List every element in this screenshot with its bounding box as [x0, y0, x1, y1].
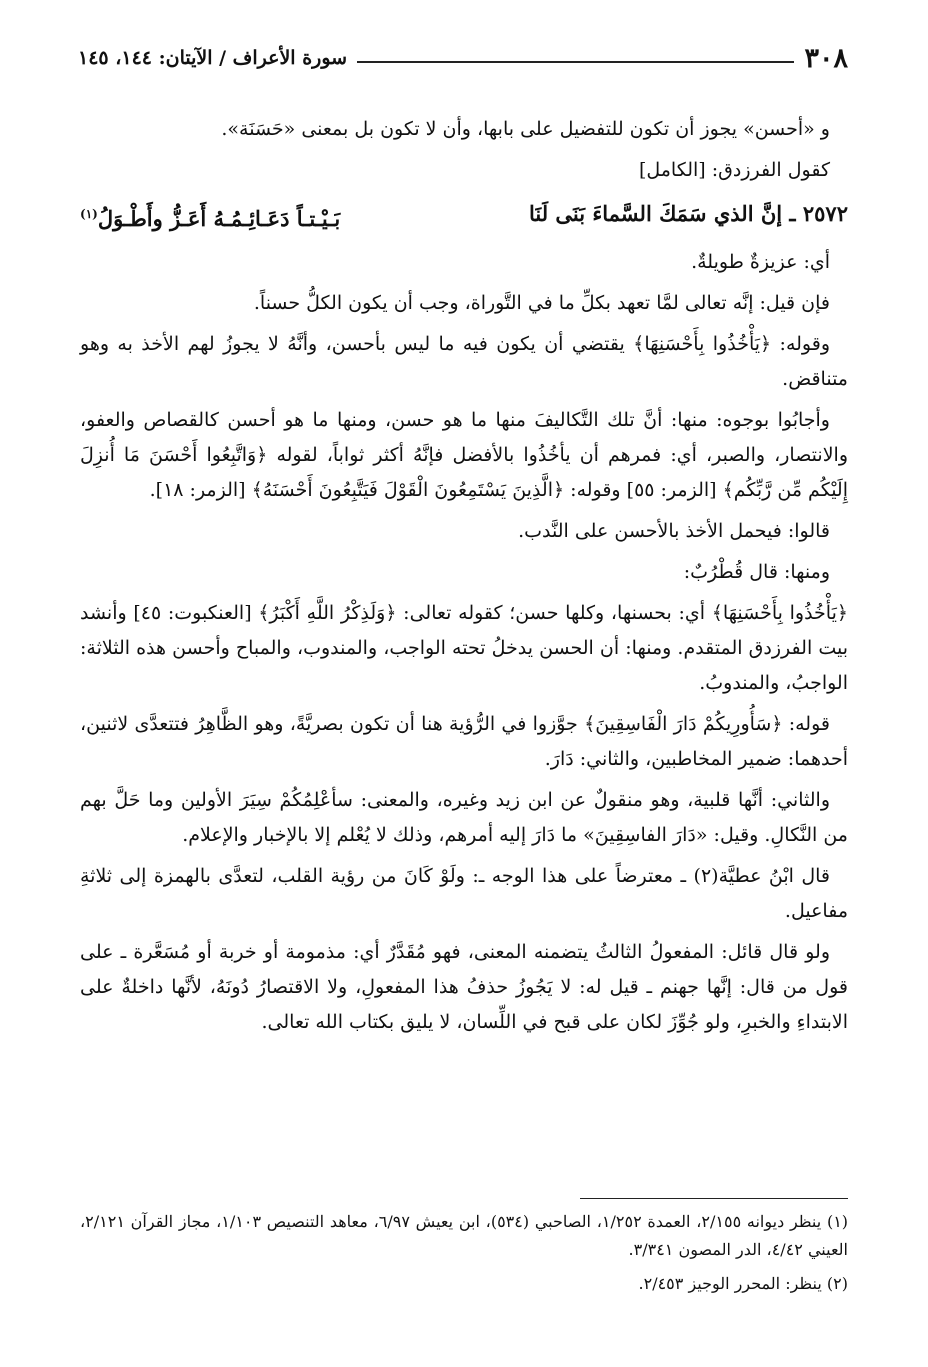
running-title: سورة الأعراف / الآيتان: ١٤٤، ١٤٥	[78, 47, 348, 69]
footnote: (١) ينظر ديوانه ٢/١٥٥، العمدة ١/٢٥٢، الصاحبي (٥٣٤)، ابن يعيش ٦/٩٧، معاهد التنصيص ١/١٠٣، مجاز القرآن ٢/١٢١، العيني ٤/٤٢، الدر المصون ٣/٣٤١.	[80, 1212, 849, 1259]
page-header	[78, 38, 848, 78]
footnote: (٢) ينظر: المحرر الوجيز ٢/٤٥٣.	[638, 1274, 848, 1293]
footnote-marker: (١)	[80, 207, 98, 221]
paragraph: كقول الفرزدق: [الكامل]	[638, 159, 830, 181]
paragraph: أي: عزيزةٌ طويلةٌ.	[691, 251, 830, 273]
paragraph: وقوله: ﴿يَأْخُذُوا بِأَحْسَنِهَا﴾ يقتضي أن يكون فيه ما ليس بأحسن، وأنَّهُ لا يجوزُ لهم الأخذ به وهو متناقض.	[80, 333, 848, 390]
paragraph: فإن قيل: إنَّه تعالى لمَّا تعهد بكلِّ ما في التَّوراة، وجب أن يكون الكلُّ حسناً.	[253, 292, 830, 314]
footnote-separator	[580, 1198, 848, 1199]
header-rule	[357, 61, 794, 63]
verse-first-hemistich: ٢٥٧٢ ـ إنَّ الذي سَمَكَ السَّماءَ بَنَى لَنَا	[528, 201, 848, 226]
paragraph: قوله: ﴿سَأُورِيكُمْ دَارَ الْفَاسِقِينَ﴾ جوَّزوا في الرُّؤية هنا أن تكون بصريَّةً، وهو الظَّاهِرُ فتتعدَّى لاثنين، أحدهما: ضمير المخاطبين، والثاني: دَارَ.	[80, 713, 848, 770]
page-number: ٣٠٨	[804, 42, 848, 74]
paragraph: وأجابُوا بوجوه: منها: أنَّ تلك التَّكاليفَ منها ما هو حسن، ومنها ما هو أحسن كالقصاص والعفو، والانتصار، والصبر، أي: فمرهم أن يأخُذُوا بالأفضل فإنَّهُ أكثر ثواباً، لقوله ﴿وَاتَّبِعُوا أَحْسَنَ مَا أُنزِلَ إِلَيْكُم مِّن رَّبِّكُم﴾ [الزمر: ٥٥] وقوله: ﴿الَّذِينَ يَسْتَمِعُونَ الْقَوْلَ فَيَتَّبِعُونَ أَحْسَنَهُ﴾ [الزمر: ١٨].	[80, 409, 848, 501]
paragraph: والثاني: أنَّها قلبية، وهو منقولٌ عن ابن زيد وغيره، والمعنى: سأعْلِمُكُمْ سِيَرَ الأولين وما حَلَّ بهم من النَّكالِ. وقيل: «دَارَ الفاسِقِينَ» ما دَارَ إليه أمرهم، وذلك لا يُعْلم إلا بالإخبار والإعلام.	[80, 789, 848, 846]
footnotes	[80, 1208, 848, 1304]
page-body	[80, 112, 848, 1046]
paragraph: ﴿يَأْخُذُوا بِأَحْسَنِهَا﴾ أي: بحسنها، وكلها حسن؛ كقوله تعالى: ﴿وَلَذِكْرُ اللَّهِ أَكْبَرُ﴾ [العنكبوت: ٤٥] وأنشد بيت الفرزدق المتقدم. ومنها: أن الحسن يدخلُ تحته الواجب، والمندوب، والمباح وأحسن هذه الثلاثة: الواجبُ، والمندوبُ.	[80, 602, 849, 694]
poetry-verse	[80, 194, 848, 239]
paragraph: و «أحسن» يجوز أن تكون للتفضيل على بابها، وأن لا تكون بل بمعنى «حَسَنَة».	[221, 118, 830, 140]
verse-second-text: بَـيْـتـاً دَعَـائِـمُـهُ أَعَـزُّ وأَطْـوَلُ	[97, 206, 341, 231]
paragraph: ومنها: قال قُطْرُبٌ:	[683, 561, 830, 583]
paragraph: ولو قال قائل: المفعولُ الثالثُ يتضمنه المعنى، فهو مُقَدَّرٌ أي: مذمومة أو خربة أو مُسَعَّرة ـ على قول من قال: إنَّها جهنم ـ قيل له: لا يَجُوزُ حذفُ هذا المفعولِ، ولا الاقتصارُ دُونَهُ، لأنَّها داخلةٌ على الابتداءِ والخبرِ، ولو جُوِّزَ لكان على قبح في اللِّسان، لا يليق بكتاب الله تعالى.	[80, 941, 848, 1033]
paragraph: قال ابْنُ عطيَّة(٢) ـ معترضاً على هذا الوجه ـ: ولَوْ كَانَ من رؤية القلب، لتعدَّى بالهمزة إلى ثلاثةِ مفاعيل.	[80, 865, 848, 922]
paragraph: قالوا: فيحمل الأخذ بالأحسن على النَّدب.	[518, 520, 830, 542]
verse-second-hemistich	[80, 194, 340, 239]
